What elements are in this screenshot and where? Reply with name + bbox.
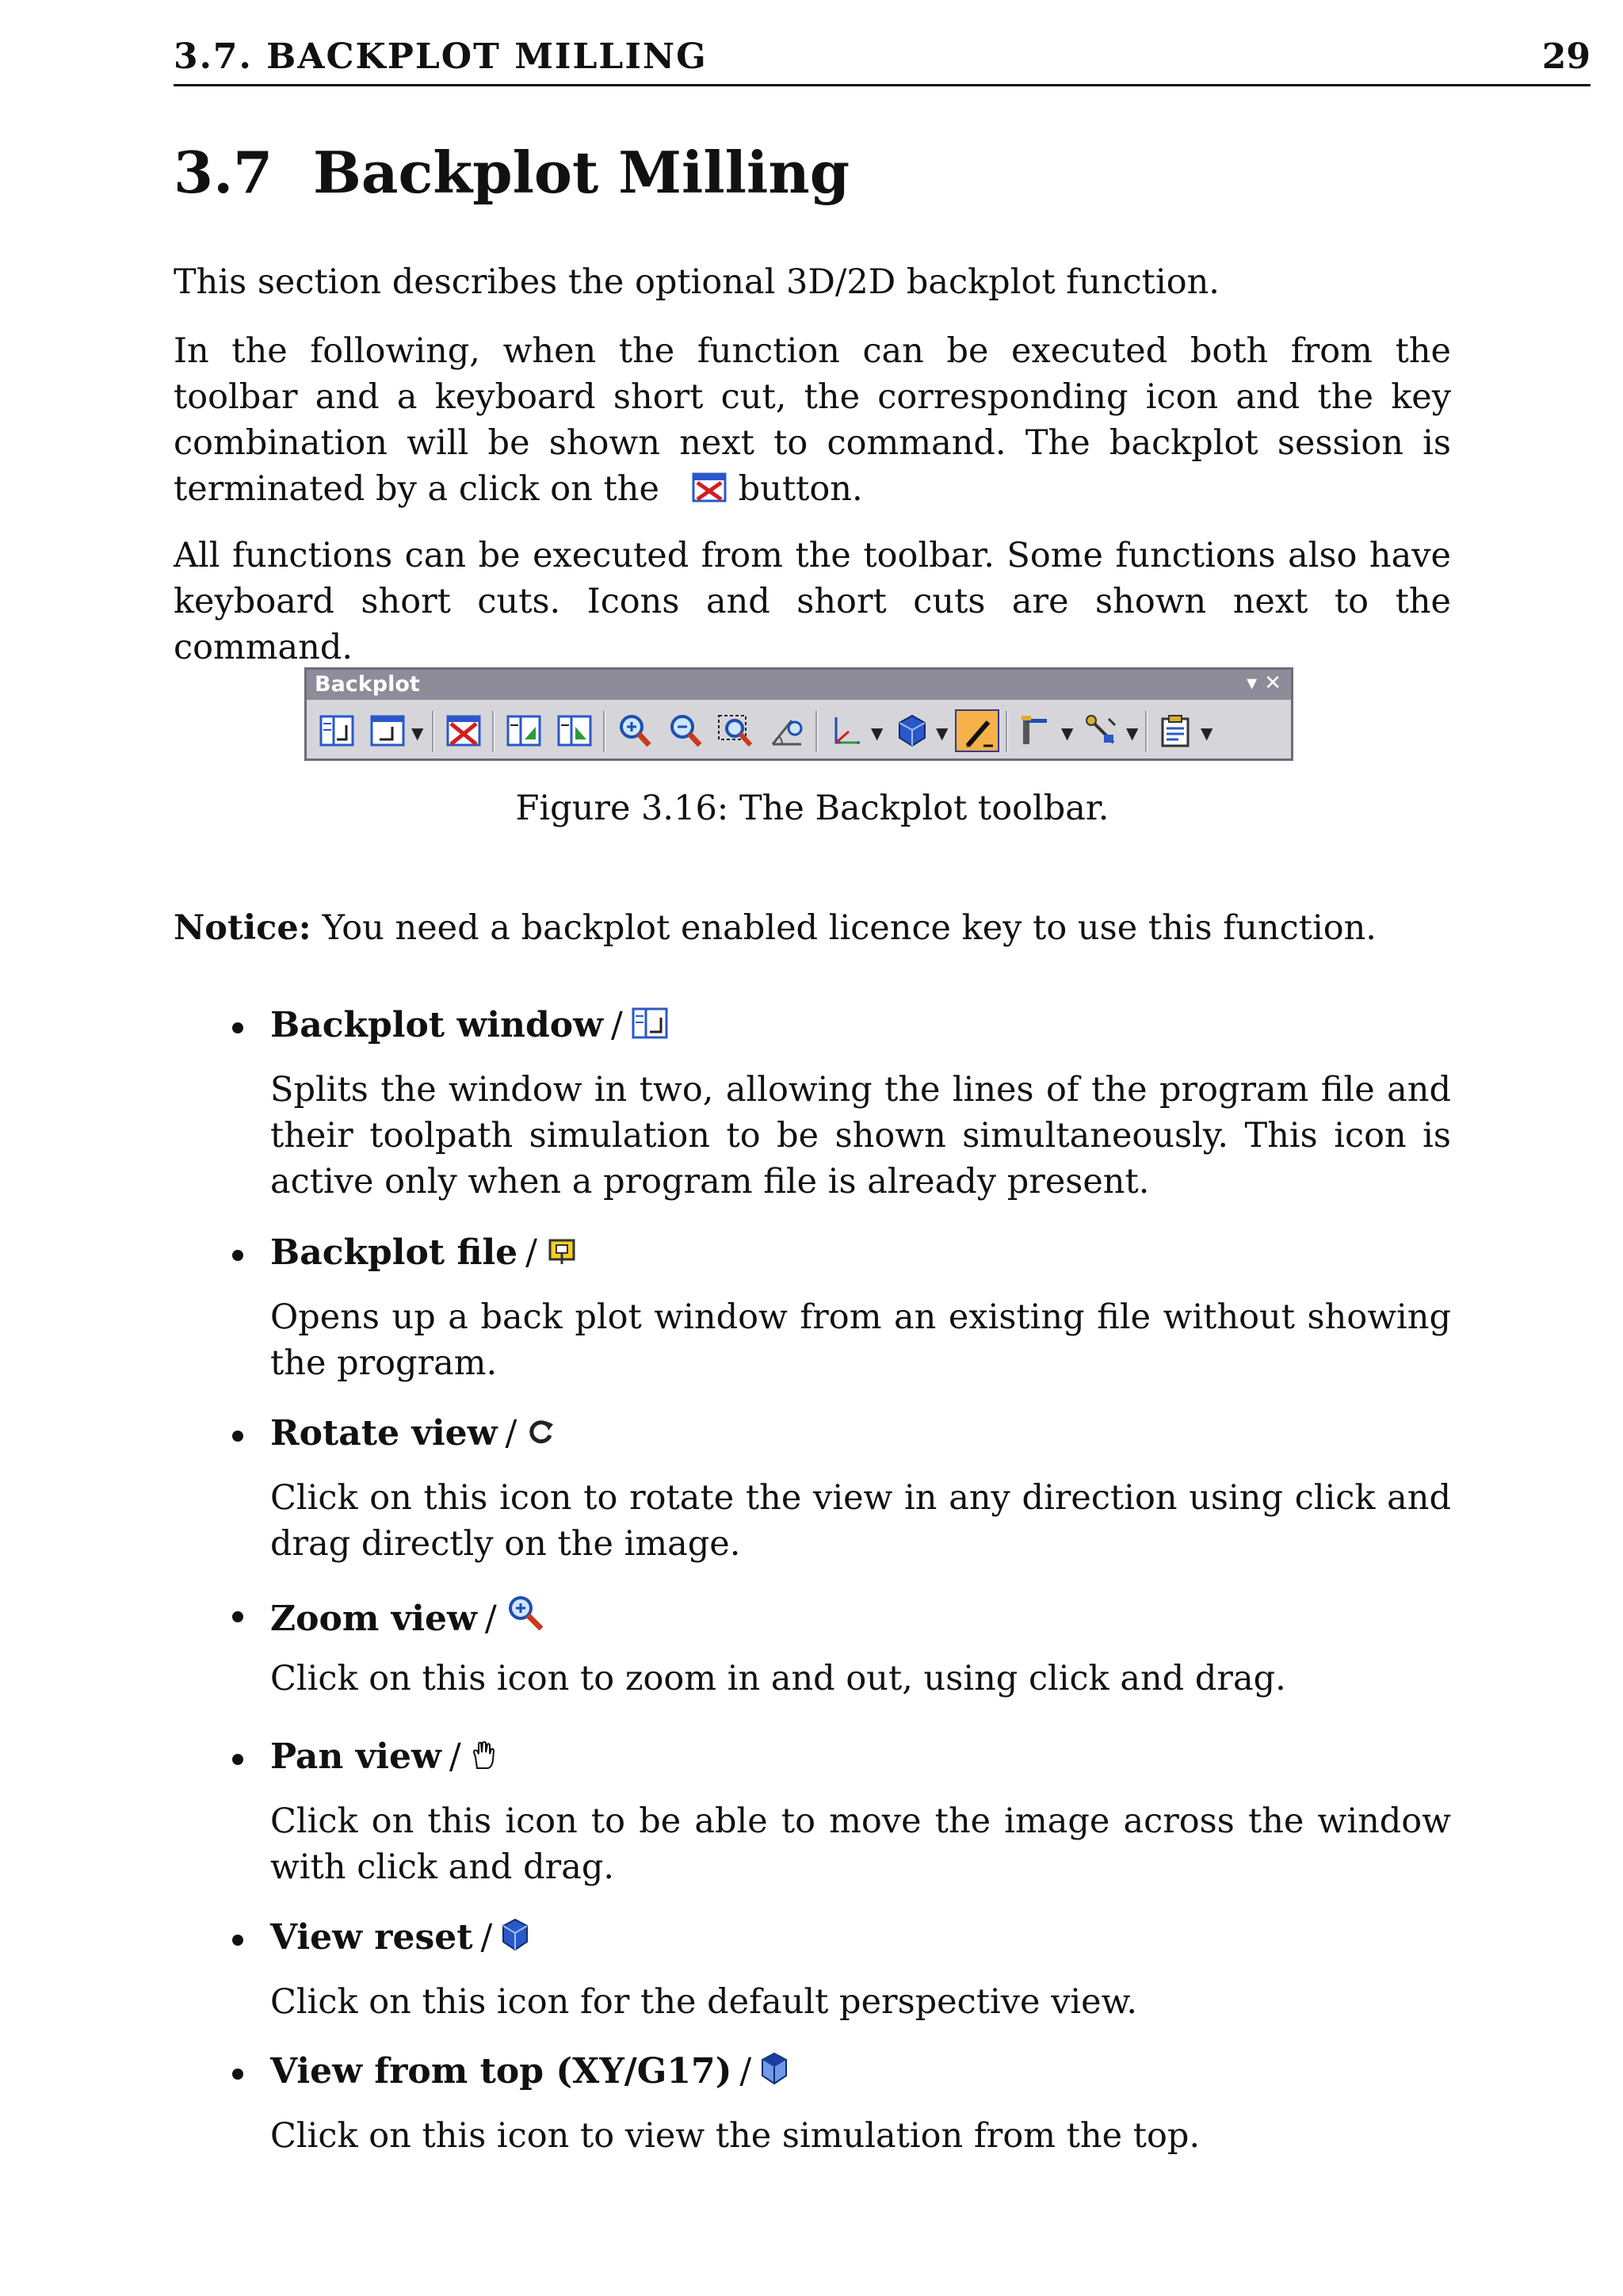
functions-paragraph: All functions can be executed from the toolbar. Some functions also have keyboard short cuts. Icons and short cuts are shown next to the command. [174,536,1451,667]
item-description: Opens up a back plot window from an existing file without showing the program. [270,1297,1451,1383]
item-title: Zoom view / [270,1594,546,1639]
section-number: 3.7 [174,139,273,206]
notice [174,908,1377,948]
item-title-text: Pan view [270,1736,441,1777]
toolbar-divider [1145,711,1148,752]
bullet [232,1754,243,1765]
bullet [232,1611,243,1622]
backplot-window-icon[interactable] [315,709,359,752]
toolbar-divider [1006,711,1008,752]
zoom-icon [505,1594,546,1633]
cube-top-icon [759,2051,789,2086]
notice-text: You need a backplot enabled licence key to use this function. [322,908,1377,948]
cube-icon [500,1917,530,1952]
toolbar-paragraph [174,328,1451,512]
toolbar-button-row [311,706,1286,755]
measure-icon[interactable] [765,709,809,752]
bullet [232,2069,243,2080]
view-reset-icon[interactable] [890,709,934,752]
properties-icon[interactable] [1155,709,1199,752]
section-title-text: Backplot Milling [313,139,850,206]
toolbar-title-bar [307,670,1291,700]
toolbar-divider [432,711,434,752]
hand-icon [469,1740,499,1771]
chevron-down-icon[interactable]: ▼ [411,724,424,743]
page-number: 29 [1541,36,1591,77]
chevron-down-icon[interactable]: ▼ [936,724,949,743]
item-title: Rotate view / [270,1413,556,1454]
chevron-down-icon[interactable]: ▼ [1061,724,1074,743]
chevron-down-icon[interactable]: ▼ [1126,724,1139,743]
item-description: Click on this icon to view the simulation from the top. [270,2116,1201,2156]
step-forward-icon[interactable] [552,709,597,752]
step-back-icon[interactable] [502,709,546,752]
bullet [232,1431,243,1442]
tool-path-icon[interactable] [955,709,999,752]
backplot-file-icon [545,1236,580,1267]
toolbar-window-controls[interactable]: ▾ ✕ [1247,671,1281,695]
item-title-text: Zoom view [270,1599,477,1639]
item-title: View from top (XY/G17) / [270,2051,789,2092]
intro-paragraph: This section describes the optional 3D/2D backplot function. [174,262,1220,302]
chevron-down-icon[interactable]: ▼ [1201,724,1213,743]
backplot-window-icon [631,1007,669,1040]
bullet [232,1935,243,1946]
figure-caption: Figure 3.16: The Backplot toolbar. [515,789,1109,828]
section-title [174,139,850,206]
running-head-section: 3.7. BACKPLOT MILLING [174,36,708,77]
rotate-icon [525,1416,556,1448]
settings-icon[interactable] [1080,709,1125,752]
item-title-text: Backplot window [270,1005,604,1045]
close-backplot-icon [691,469,727,501]
item-description: Click on this icon to be able to move the image across the window with click and drag. [270,1801,1451,1887]
item-description: Click on this icon for the default perspective view. [270,1982,1138,2022]
toolbar-divider [492,711,495,752]
bullet [232,1022,243,1033]
item-description: Splits the window in two, allowing the lines of the program file and their toolpath simulation to be shown simultaneously. This icon is active only when a program file is already present. [270,1070,1451,1201]
notice-label: Notice: [174,908,311,948]
item-title: Backplot file / [270,1232,580,1273]
zoom-in-icon[interactable] [613,709,657,752]
toolbar-divider [815,711,818,752]
item-description: Click on this icon to zoom in and out, using click and drag. [270,1659,1286,1698]
toolbar-divider [603,711,605,752]
item-title-text: Backplot file [270,1232,518,1273]
toolbar-paragraph-end: button. [738,469,863,509]
item-title: Pan view / [270,1736,499,1777]
backplot-toolbar [304,667,1293,761]
item-title-text: View from top (XY/G17) [270,2051,732,2092]
item-title: Backplot window / [270,1005,669,1045]
item-title-text: Rotate view [270,1413,498,1454]
item-description: Click on this icon to rotate the view in any direction using click and drag directly on the image. [270,1478,1451,1564]
bullet [232,1250,243,1261]
item-title: View reset / [270,1917,530,1958]
running-head [174,35,1591,86]
backplot-file-icon[interactable] [365,709,410,752]
item-title-text: View reset [270,1917,473,1958]
toolbar-title: Backplot [315,672,420,697]
close-backplot-icon[interactable] [441,709,486,752]
toolbar-paragraph-text: In the following, when the function can be executed both from the toolbar and a keyboard short cut, the corresponding icon and the key combination will be shown next to command. The backplot session is terminated by a click on the [174,331,1451,509]
tool-icon[interactable] [1015,709,1060,752]
zoom-window-icon[interactable] [714,709,758,752]
chevron-down-icon[interactable]: ▼ [871,724,884,743]
axis-icon[interactable] [825,709,869,752]
zoom-out-icon[interactable] [663,709,708,752]
